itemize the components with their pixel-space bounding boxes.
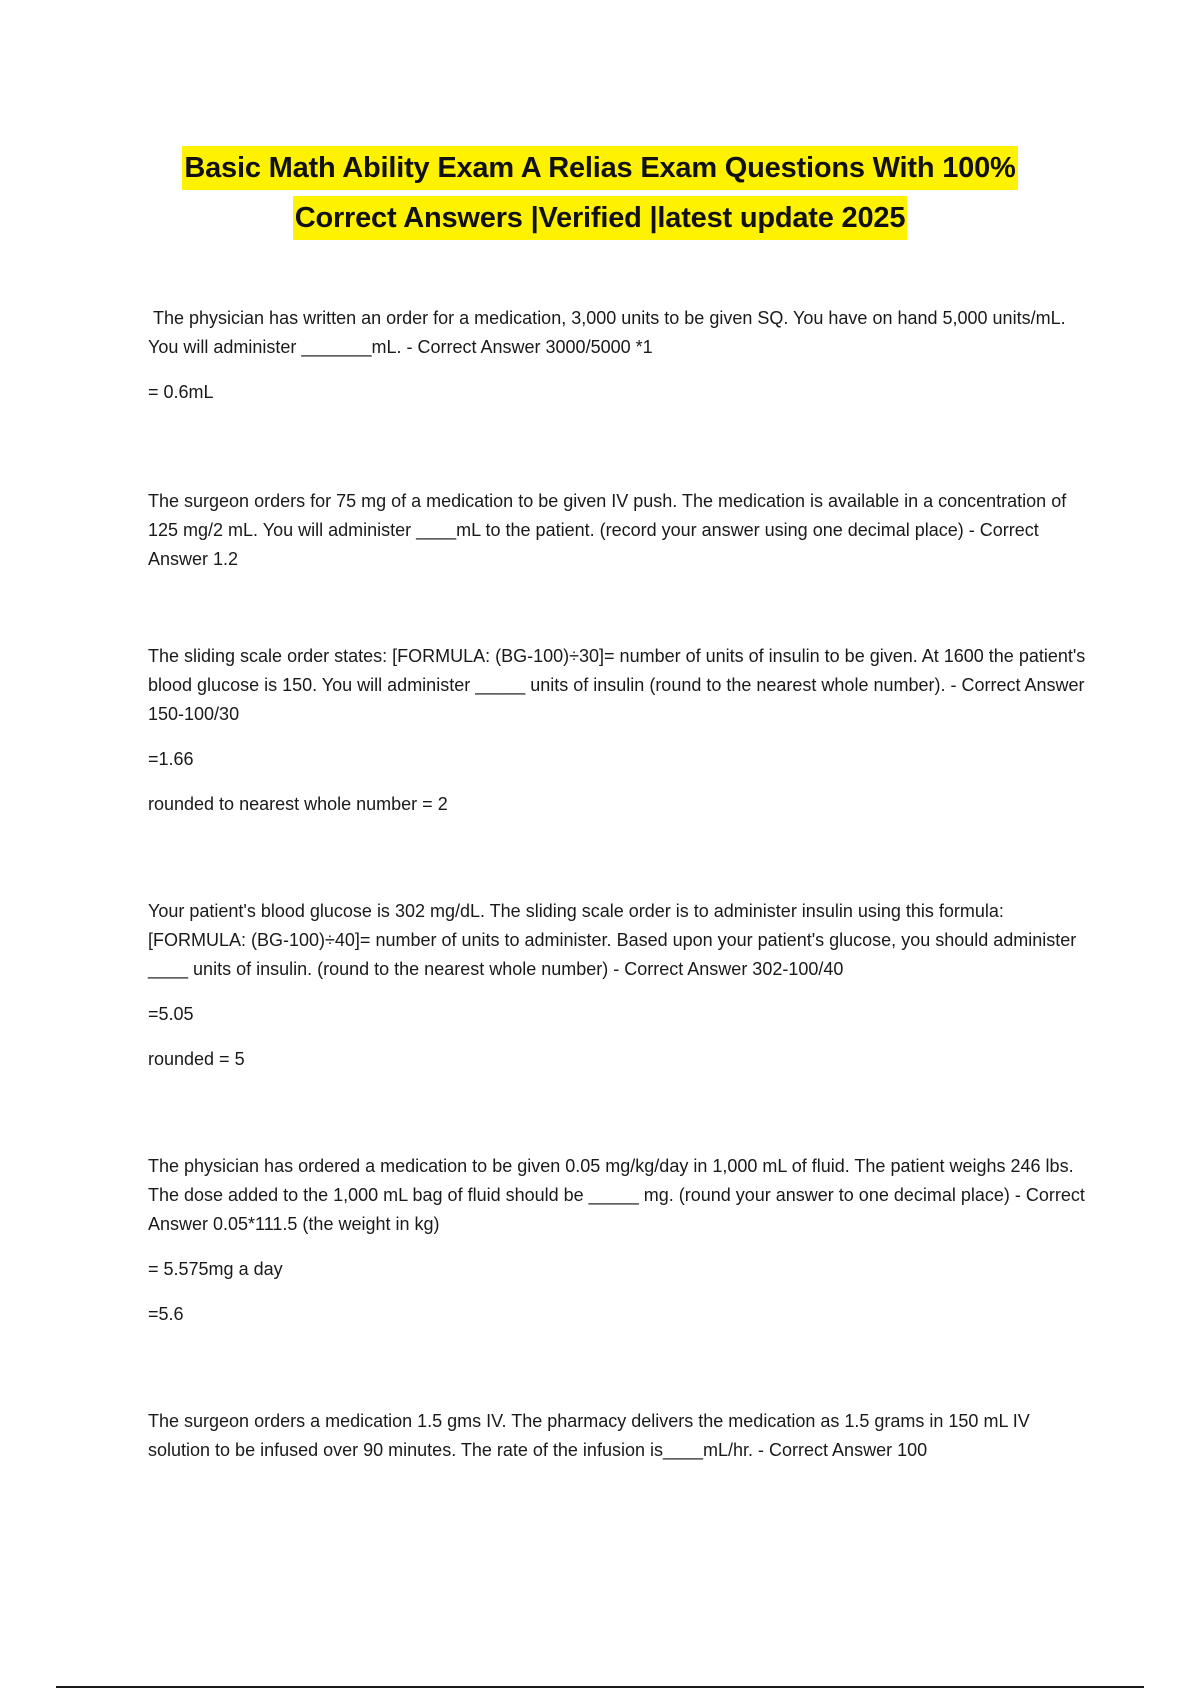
question-text: The surgeon orders for 75 mg of a medication to be given IV push. The medication is available in a concentration of 125 mg/2 mL. You will administer ____mL to the patient. (record your answer using one decimal place) - Correct Answer 1.2 [148, 491, 1067, 569]
document-body [148, 304, 1088, 1465]
question-text: The surgeon orders a medication 1.5 gms IV. The pharmacy delivers the medication as 1.5 grams in 150 mL IV solution to be infused over 90 minutes. The rate of the infusion is____mL/hr. - Correct Answer 100 [148, 1411, 1030, 1460]
answer-work-line: =1.66 [148, 749, 194, 769]
question-block-3 [148, 642, 1088, 819]
answer-work-line: = 5.575mg a day [148, 1259, 283, 1279]
answer-work-line: = 0.6mL [148, 382, 214, 402]
question-block-5 [148, 1152, 1088, 1329]
question-block-2 [148, 487, 1088, 574]
title-line-1: Basic Math Ability Exam A Relias Exam Questions With 100% [182, 146, 1017, 190]
question-block-4 [148, 897, 1088, 1074]
question-block-6 [148, 1407, 1088, 1465]
question-block-1 [148, 304, 1088, 407]
footer-divider [56, 1686, 1144, 1688]
question-text: The physician has ordered a medication to be given 0.05 mg/kg/day in 1,000 mL of fluid. The patient weighs 246 lbs. The dose added to the 1,000 mL bag of fluid should be _____ mg. (round your answer to one decimal place) - Correct Answer 0.05*111.5 (the weight in kg) [148, 1156, 1085, 1234]
question-text: The sliding scale order states: [FORMULA: (BG-100)÷30]= number of units of insulin to be given. At 1600 the patient's blood glucose is 150. You will administer _____ units of insulin (round to the nearest whole number). - Correct Answer 150-100/30 [148, 646, 1086, 724]
answer-work-line: =5.05 [148, 1004, 194, 1024]
question-text: The physician has written an order for a medication, 3,000 units to be given SQ. You have on hand 5,000 units/mL. You will administer _______mL. - Correct Answer 3000/5000 *1 [148, 308, 1066, 357]
answer-work-line: rounded = 5 [148, 1049, 245, 1069]
title-line-2: Correct Answers |Verified |latest update 2025 [293, 196, 908, 240]
answer-work-line: =5.6 [148, 1304, 184, 1324]
question-text: Your patient's blood glucose is 302 mg/dL. The sliding scale order is to administer insulin using this formula: [FORMULA: (BG-100)÷40]= number of units to administer. Based upon your patient's glucose, you should administer ____ units of insulin. (round to the nearest whole number) - Correct Answer 302-100/40 [148, 901, 1077, 979]
document-title [0, 146, 1200, 246]
answer-work-line: rounded to nearest whole number = 2 [148, 794, 448, 814]
